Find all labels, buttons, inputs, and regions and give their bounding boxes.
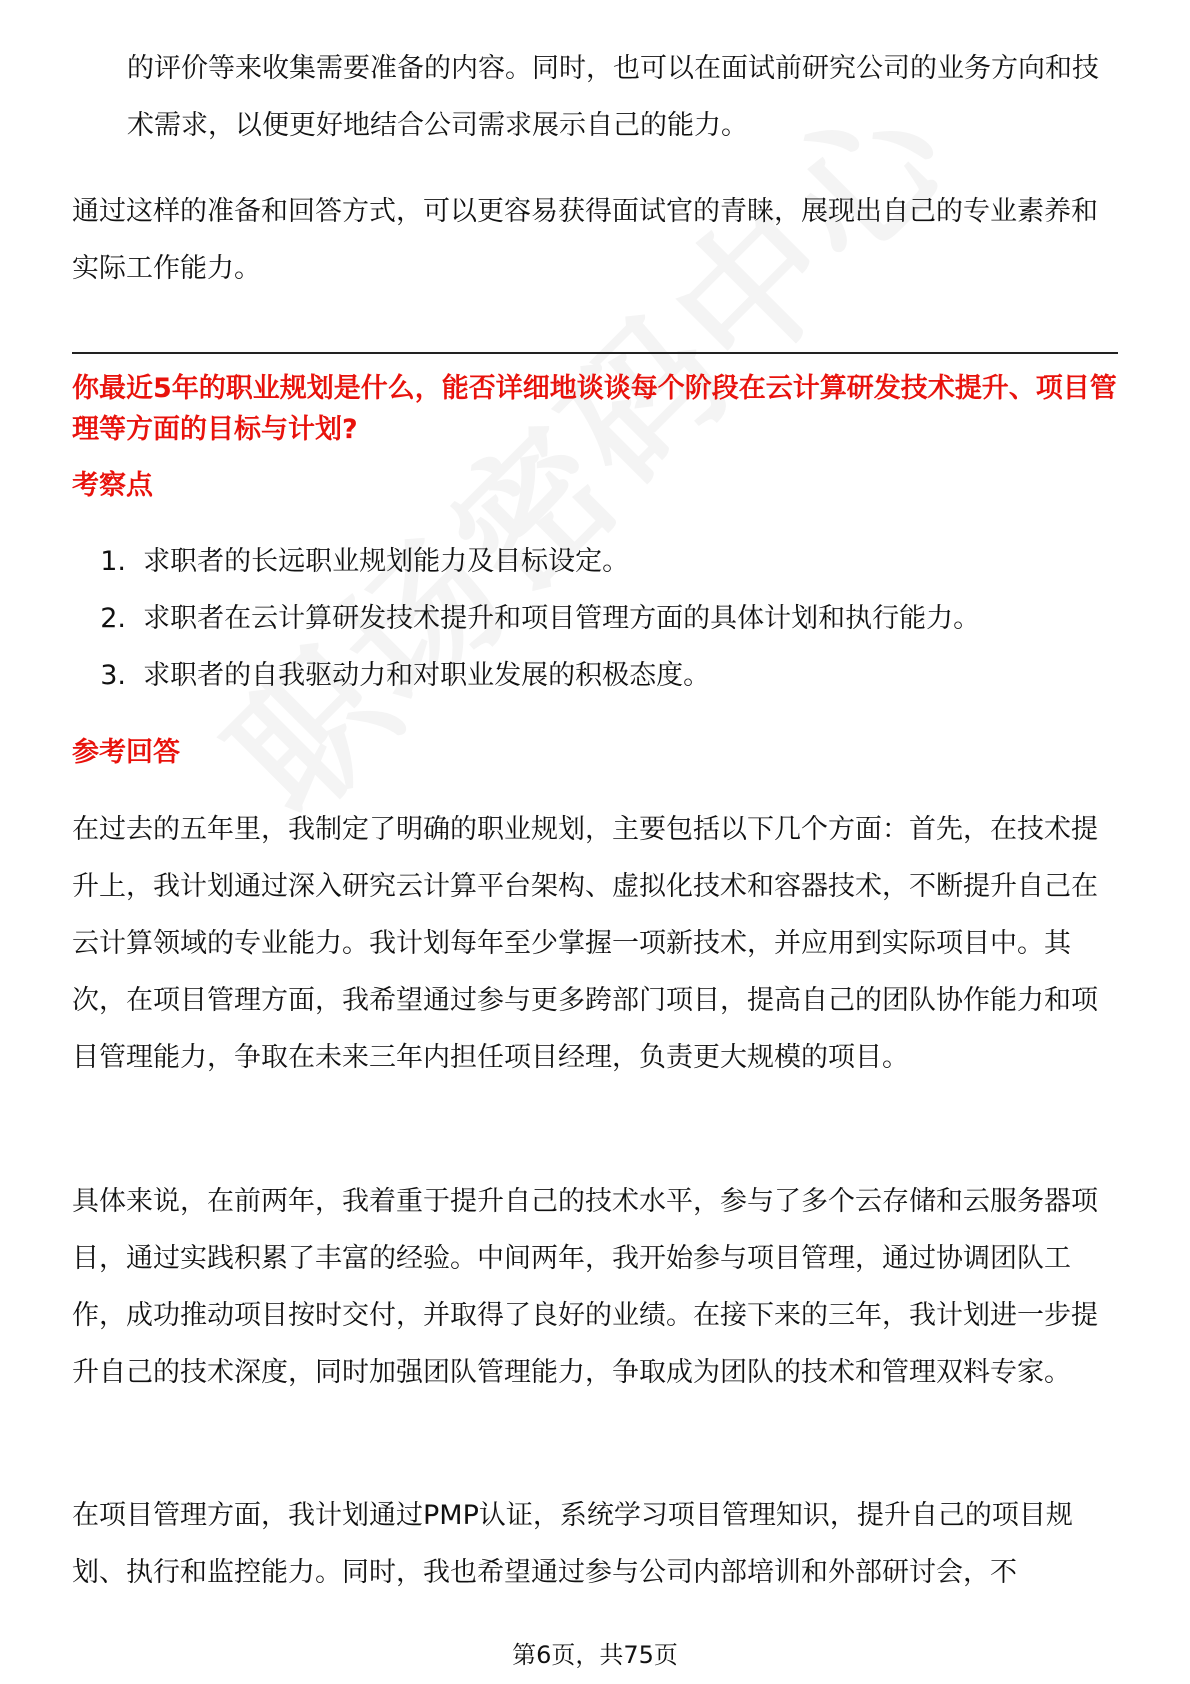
answer-paragraph: 在项目管理方面，我计划通过PMP认证，系统学习项目管理知识，提升自己的项目规划、执行和监控能力。同时，我也希望通过参与公司内部培训和外部研讨会，不 bbox=[72, 1500, 1073, 1588]
answer-paragraph: 在过去的五年里，我制定了明确的职业规划，主要包括以下几个方面：首先，在技术提升上，我计划通过深入研究云计算平台架构、虚拟化技术和容器技术，不断提升自己在云计算领域的专业能力。我计划每年至少掌握一项新技术，并应用到实际项目中。其次，在项目管理方面，我希望通过参与更多跨部门项目，提高自己的团队协作能力和项目管理能力，争取在未来三年内担任项目经理，负责更大规模的项目。 bbox=[72, 814, 1098, 1073]
list-item-text: 求职者的自我驱动力和对职业发展的积极态度。 bbox=[143, 660, 711, 691]
list-item bbox=[72, 590, 1118, 647]
intro-indented-paragraph: 的评价等来收集需要准备的内容。同时，也可以在面试前研究公司的业务方向和技术需求，以便更好地结合公司需求展示自己的能力。 bbox=[127, 53, 1099, 141]
list-item-number: 1. bbox=[100, 546, 126, 577]
answer-heading: 参考回答 bbox=[72, 737, 180, 768]
conclusion-paragraph: 通过这样的准备和回答方式，可以更容易获得面试官的青睐，展现出自己的专业素养和实际工作能力。 bbox=[72, 196, 1098, 284]
list-item-number: 2. bbox=[100, 603, 126, 634]
list-item-text: 求职者的长远职业规划能力及目标设定。 bbox=[143, 546, 630, 577]
answer-paragraph: 具体来说，在前两年，我着重于提升自己的技术水平，参与了多个云存储和云服务器项目，通过实践积累了丰富的经验。中间两年，我开始参与项目管理，通过协调团队工作，成功推动项目按时交付，并取得了良好的业绩。在接下来的三年，我计划进一步提升自己的技术深度，同时加强团队管理能力，争取成为团队的技术和管理双料专家。 bbox=[72, 1186, 1098, 1388]
list-item bbox=[72, 533, 1118, 590]
points-list bbox=[72, 533, 1118, 704]
page-footer: 第6页，共75页 bbox=[512, 1641, 678, 1669]
points-heading: 考察点 bbox=[72, 470, 153, 501]
question-heading: 你最近5年的职业规划是什么，能否详细地谈谈每个阶段在云计算研发技术提升、项目管理等方面的目标与计划? bbox=[72, 373, 1117, 445]
list-item bbox=[72, 647, 1118, 704]
list-item-text: 求职者在云计算研发技术提升和项目管理方面的具体计划和执行能力。 bbox=[143, 603, 981, 634]
section-divider bbox=[72, 352, 1118, 354]
list-item-number: 3. bbox=[100, 660, 126, 691]
